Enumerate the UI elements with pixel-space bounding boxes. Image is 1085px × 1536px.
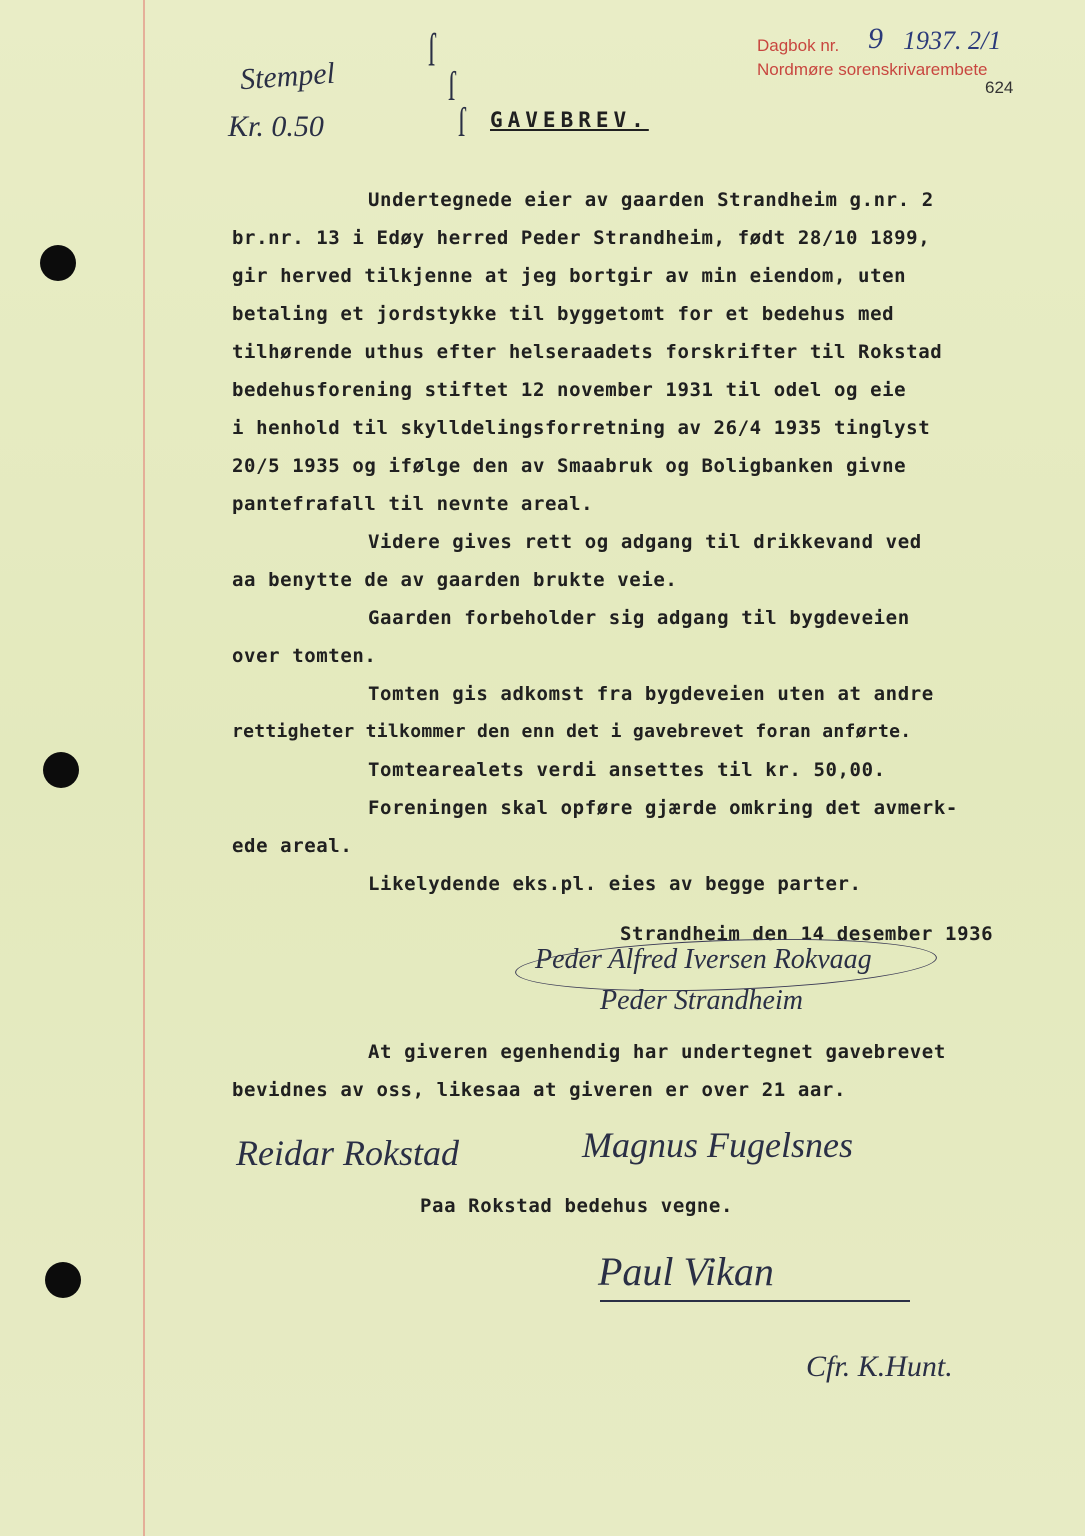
clerk-initials: Cfr. K.Hunt. — [806, 1350, 953, 1383]
body-line: betaling et jordstykke til byggetomt for et bedehus med — [232, 303, 895, 325]
association-signature: Paul Vikan — [598, 1249, 774, 1294]
stamp-label-bottom: Nordmøre sorenskrivarembete — [757, 60, 988, 79]
folio-number: 624 — [985, 78, 1014, 97]
body-line: bedehusforening stiftet 12 november 1931 til odel og eie — [232, 379, 907, 401]
body-line: Tomtearealets verdi ansettes til kr. 50,00. — [368, 759, 886, 781]
body-line: rettigheter tilkommer den enn det i gavebrevet foran anførte. — [232, 721, 912, 742]
punch-hole — [43, 752, 79, 788]
document-title: GAVEBREV. — [490, 108, 649, 132]
witness-statement-2: bevidnes av oss, likesaa at giveren er over 21 aar. — [232, 1079, 846, 1101]
body-line: br.nr. 13 i Edøy herred Peder Strandheim, født 28/10 1899, — [232, 227, 931, 249]
body-line: aa benytte de av gaarden brukte veie. — [232, 569, 678, 591]
body-line: over tomten. — [232, 645, 377, 667]
giver-signature-2: Peder Strandheim — [600, 985, 803, 1016]
stamp-label-top: Dagbok nr. — [757, 36, 840, 55]
association-statement: Paa Rokstad bedehus vegne. — [420, 1195, 734, 1217]
witness-signature-1: Reidar Rokstad — [236, 1133, 459, 1173]
body-line: Videre gives rett og adgang til drikkevand ved — [368, 531, 922, 553]
body-line: ede areal. — [232, 835, 353, 857]
body-line: pantefrafall til nevnte areal. — [232, 493, 594, 515]
witness-signature-2: Magnus Fugelsnes — [582, 1125, 853, 1165]
giver-signature-1: Peder Alfred Iversen Rokvaag — [535, 944, 872, 975]
body-line: Likelydende eks.pl. eies av begge parter. — [368, 873, 862, 895]
punch-hole — [45, 1262, 81, 1298]
body-line: Undertegnede eier av gaarden Strandheim g.nr. 2 — [368, 189, 934, 211]
body-line: Tomten gis adkomst fra bygdeveien uten at andre — [368, 683, 934, 705]
brace-mark: ſ — [428, 24, 436, 77]
body-line: 20/5 1935 og ifølge den av Smaabruk og Boligbanken givne — [232, 455, 907, 477]
margin-rule — [143, 0, 145, 1536]
body-line: i henhold til skylldelingsforretning av 26/4 1935 tinglyst — [232, 417, 931, 439]
body-line: gir herved tilkjenne at jeg bortgir av min eiendom, uten — [232, 265, 907, 287]
punch-hole — [40, 245, 76, 281]
body-line: Gaarden forbeholder sig adgang til bygdeveien — [368, 607, 910, 629]
signature-underline — [600, 1300, 910, 1302]
body-line: tilhørende uthus efter helseraadets forskrifter til Rokstad — [232, 341, 943, 363]
stamp-number: 9 — [868, 22, 883, 55]
brace-mark: ſ — [458, 99, 466, 146]
body-line: Foreningen skal opføre gjærde omkring det avmerk- — [368, 797, 958, 819]
place-date: Strandheim den 14 desember 1936 — [620, 923, 994, 945]
stamp-date: 1937. 2/1 — [903, 26, 1002, 55]
witness-statement-1: At giveren egenhendig har undertegnet gavebrevet — [368, 1041, 946, 1063]
stamp-duty-line1: Stempel — [238, 56, 336, 97]
stamp-duty-line2: Kr. 0.50 — [228, 110, 324, 143]
brace-mark: ſ — [448, 63, 456, 110]
